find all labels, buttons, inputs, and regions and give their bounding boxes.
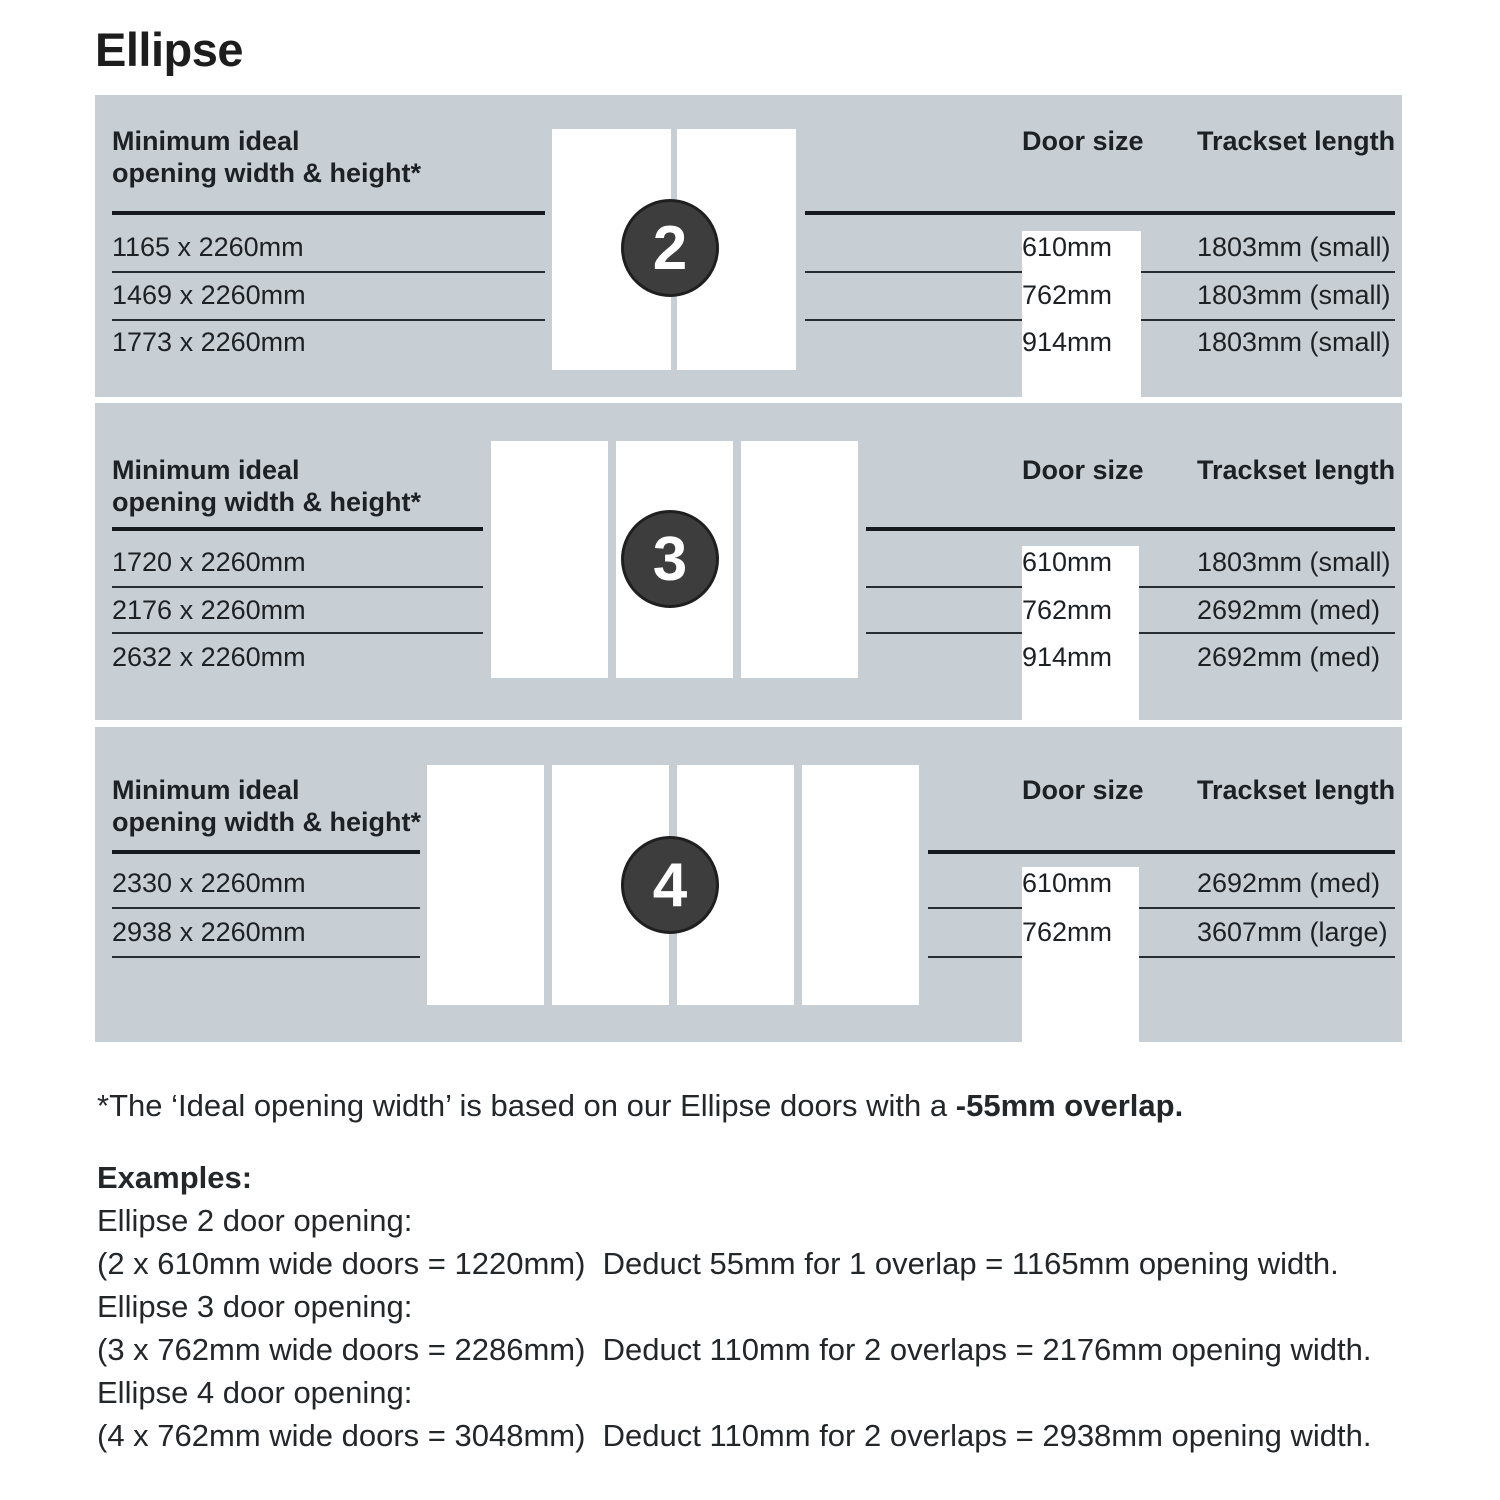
door-size-cell: 610mm — [1022, 231, 1141, 472]
row-divider — [112, 319, 545, 321]
door-size-column-header: Door size — [1022, 126, 1144, 156]
door-size-cell: 762mm — [1022, 594, 1139, 831]
example-detail: (4 x 762mm wide doors = 3048mm) Deduct 110mm for 2 overlaps = 2938mm opening width. — [97, 1418, 1372, 1453]
row-divider — [928, 907, 1395, 909]
example-label: Ellipse 2 door opening: — [97, 1203, 413, 1238]
row-divider — [928, 956, 1395, 958]
door-panel — [427, 765, 544, 1005]
door-size-cell: 610mm — [1022, 546, 1139, 783]
opening-size-cell: 2938 x 2260mm — [112, 917, 306, 947]
example-label: Ellipse 3 door opening: — [97, 1289, 413, 1324]
trackset-length-cell: 1803mm (small) — [1197, 232, 1391, 262]
examples-heading: Examples: — [97, 1160, 253, 1195]
row-divider — [112, 632, 483, 634]
opening-size-cell: 2330 x 2260mm — [112, 868, 306, 898]
opening-size-cell: 1165 x 2260mm — [112, 232, 304, 262]
opening-header-line2: opening width & height* — [112, 158, 421, 188]
door-size-column-header: Door size — [1022, 775, 1144, 805]
trackset-length-cell: 2692mm (med) — [1197, 642, 1381, 672]
header-rule — [112, 850, 420, 854]
door-size-cell: 762mm — [1022, 916, 1139, 1156]
door-count-badge: 2 — [621, 199, 719, 297]
example-detail: (3 x 762mm wide doors = 2286mm) Deduct 110mm for 2 overlaps = 2176mm opening width. — [97, 1332, 1372, 1367]
row-divider — [112, 956, 420, 958]
door-count-badge: 3 — [621, 510, 719, 608]
door-panel — [491, 441, 608, 678]
header-rule — [112, 211, 545, 215]
opening-size-cell: 1720 x 2260mm — [112, 547, 306, 577]
footnote — [97, 1088, 1183, 1124]
door-size-cell: 762mm — [1022, 279, 1141, 520]
opening-size-cell: 1469 x 2260mm — [112, 280, 306, 310]
footnote-text: *The ‘Ideal opening width’ is based on our Ellipse doors with a — [97, 1088, 956, 1123]
spec-panel — [95, 95, 1402, 1042]
trackset-length-cell: 1803mm (small) — [1197, 280, 1391, 310]
trackset-length-cell: 3607mm (large) — [1197, 917, 1388, 947]
footnote-bold-text: -55mm overlap. — [955, 1088, 1184, 1123]
opening-header-line2: opening width & height* — [112, 807, 421, 837]
door-panel — [741, 441, 858, 678]
opening-header-line2: opening width & height* — [112, 487, 421, 517]
examples-block — [97, 1156, 1371, 1457]
section-3-door — [95, 403, 1402, 720]
header-rule — [866, 527, 1395, 531]
opening-column-header — [112, 454, 421, 518]
opening-size-cell: 1773 x 2260mm — [112, 327, 306, 357]
door-count-badge: 4 — [621, 836, 719, 934]
door-size-column-header: Door size — [1022, 455, 1144, 485]
trackset-length-cell: 1803mm (small) — [1197, 327, 1391, 357]
door-panel — [802, 765, 919, 1005]
trackset-length-cell: 2692mm (med) — [1197, 595, 1381, 625]
opening-size-cell: 2176 x 2260mm — [112, 595, 306, 625]
trackset-length-cell: 1803mm (small) — [1197, 547, 1391, 577]
example-detail: (2 x 610mm wide doors = 1220mm) Deduct 55mm for 1 overlap = 1165mm opening width. — [97, 1246, 1339, 1281]
row-divider — [112, 907, 420, 909]
section-4-door — [95, 727, 1402, 1042]
door-size-cell: 610mm — [1022, 867, 1139, 1107]
section-2-door — [95, 95, 1402, 397]
opening-size-cell: 2632 x 2260mm — [112, 642, 306, 672]
row-divider — [112, 271, 545, 273]
opening-column-header — [112, 774, 421, 838]
page-title: Ellipse — [95, 23, 244, 76]
trackset-column-header: Trackset length — [1197, 126, 1396, 156]
opening-header-line1: Minimum ideal — [112, 775, 300, 805]
door-size-cell: 914mm — [1022, 326, 1141, 567]
opening-header-line1: Minimum ideal — [112, 126, 300, 156]
header-rule — [805, 211, 1395, 215]
door-size-cell: 914mm — [1022, 641, 1139, 878]
header-rule — [928, 850, 1395, 854]
trackset-column-header: Trackset length — [1197, 455, 1396, 485]
opening-header-line1: Minimum ideal — [112, 455, 300, 485]
trackset-column-header: Trackset length — [1197, 775, 1396, 805]
trackset-length-cell: 2692mm (med) — [1197, 868, 1381, 898]
opening-column-header — [112, 125, 421, 189]
example-label: Ellipse 4 door opening: — [97, 1375, 413, 1410]
header-rule — [112, 527, 483, 531]
row-divider — [112, 586, 483, 588]
